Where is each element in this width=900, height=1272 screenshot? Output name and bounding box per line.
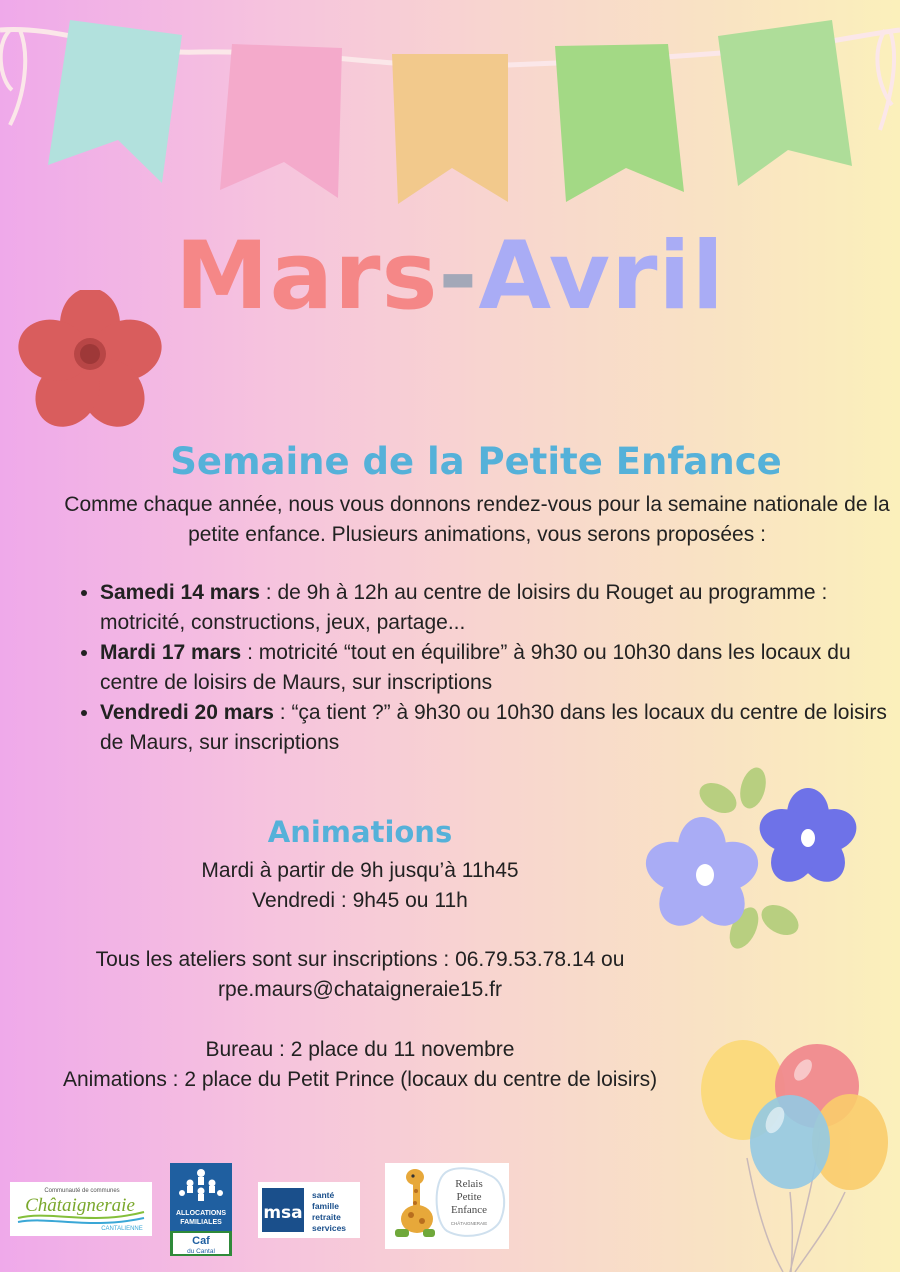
relais-petite-enfance-logo: [385, 1163, 509, 1249]
chataigneraie-sub: CANTALIENNE: [101, 1226, 143, 1232]
address-office: Bureau : 2 place du 11 novembre: [205, 1038, 515, 1061]
event-day: Mardi 17 mars: [100, 641, 242, 664]
events-list: [76, 578, 900, 758]
flag-pink: [220, 44, 342, 198]
balloons-icon: [695, 1040, 900, 1272]
title-dash: -: [438, 222, 479, 331]
msa-line-2: famille: [312, 1201, 339, 1211]
event-day: Vendredi 20 mars: [100, 701, 274, 724]
section-heading-animations: Animations: [267, 815, 453, 849]
relais-line-3: Enfance: [450, 1204, 488, 1216]
contact-line-1: Tous les ateliers sont sur inscriptions : 06.79.53.78.14 ou: [95, 948, 625, 971]
event-day: Samedi 14 mars: [100, 581, 260, 604]
page-title: [0, 222, 900, 331]
chataigneraie-logo: [10, 1182, 152, 1236]
caf-line-2: FAMILIALES: [180, 1219, 222, 1226]
bunting-garland: [0, 0, 900, 220]
caf-line-4: du Cantal: [187, 1248, 215, 1255]
giraffe-icon: [395, 1169, 435, 1237]
title-part-1: Mars: [175, 222, 439, 331]
list-item: [100, 578, 900, 638]
flag-lightgreen: [718, 20, 852, 186]
title-part-2: Avril: [478, 222, 725, 331]
flag-orange: [392, 54, 508, 204]
schedule-line-1: Mardi à partir de 9h jusqu’à 11h45: [201, 859, 519, 882]
msa-line-4: services: [312, 1223, 347, 1233]
event-text: : motricité “tout en équilibre” à 9h30 ou 10h30 dans les locaux du centre de loisirs de Maurs, sur inscriptions: [100, 641, 851, 694]
msa-logo: [258, 1182, 360, 1238]
event-text: : de 9h à 12h au centre de loisirs du Rouget au programme : motricité, constructions, jeux, partage...: [100, 581, 828, 634]
msa-line-3: retraite: [312, 1212, 341, 1222]
blue-flower-icon: [754, 788, 862, 891]
relais-line-2: Petite: [456, 1191, 482, 1203]
relais-line-4: CHÂTAIGNERAIE: [450, 1221, 488, 1226]
chataigneraie-small: Communauté de communes: [44, 1188, 120, 1194]
list-item: [100, 638, 900, 698]
address-animations: Animations : 2 place du Petit Prince (locaux du centre de loisirs): [62, 1068, 658, 1091]
msa-mark: msa: [263, 1203, 303, 1223]
animations-schedule: [60, 856, 660, 916]
list-item: [100, 698, 900, 758]
event-text: : “ça tient ?” à 9h30 ou 10h30 dans les locaux du centre de loisirs de Maurs, sur inscriptions: [100, 701, 887, 754]
msa-line-1: santé: [312, 1190, 335, 1200]
caf-logo: [170, 1163, 232, 1256]
flag-green: [555, 44, 684, 202]
flag-teal: [48, 20, 182, 183]
addresses: [20, 1035, 700, 1095]
flowers-leaves-icon: [640, 760, 870, 960]
relais-line-1: Relais: [455, 1178, 483, 1190]
caf-line-3: Caf: [192, 1235, 210, 1247]
schedule-line-2: Vendredi : 9h45 ou 11h: [252, 889, 468, 912]
contact-info: [20, 945, 700, 1005]
section-heading-semaine: Semaine de la Petite Enfance: [170, 440, 782, 483]
contact-email: rpe.maurs@chataigneraie15.fr: [218, 978, 502, 1001]
intro-paragraph: Comme chaque année, nous vous donnons rendez-vous pour la semaine nationale de la petite enfance. Plusieurs animations, vous serons proposées :: [64, 493, 890, 546]
chataigneraie-name: Châtaigneraie: [25, 1195, 135, 1216]
caf-line-1: ALLOCATIONS: [175, 1210, 227, 1217]
